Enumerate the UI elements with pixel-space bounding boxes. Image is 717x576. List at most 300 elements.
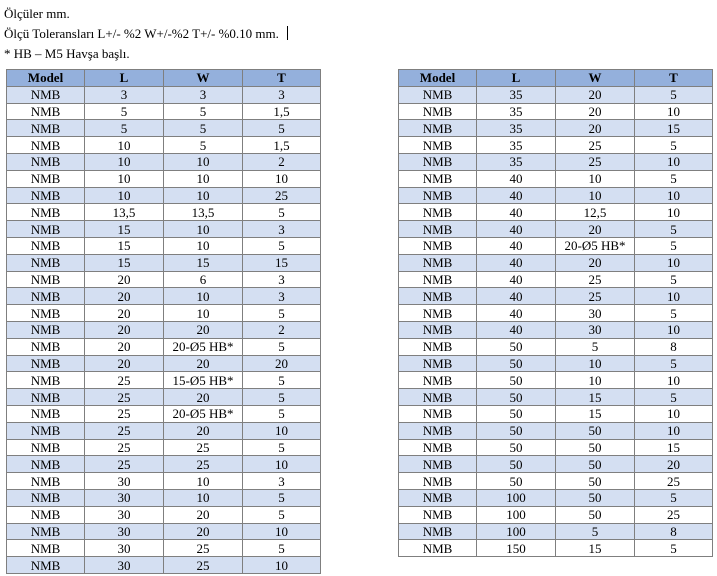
model-cell: NMB — [7, 473, 85, 490]
table-row — [7, 271, 321, 288]
l-cell: 15 — [85, 221, 164, 238]
l-cell: 3 — [85, 86, 164, 103]
w-cell: 3 — [164, 86, 243, 103]
table-row — [399, 254, 713, 271]
tolerance-note-line — [4, 24, 288, 44]
l-cell: 50 — [477, 422, 556, 439]
model-cell: NMB — [399, 389, 477, 406]
table-row — [399, 372, 713, 389]
table-row — [399, 271, 713, 288]
w-cell: 10 — [556, 355, 635, 372]
model-cell: NMB — [399, 153, 477, 170]
l-cell: 40 — [477, 254, 556, 271]
table-row — [7, 540, 321, 557]
table-row — [399, 237, 713, 254]
table-header-row — [7, 70, 321, 87]
t-cell: 2 — [243, 153, 321, 170]
t-cell: 10 — [635, 321, 713, 338]
model-cell: NMB — [399, 271, 477, 288]
l-cell: 40 — [477, 187, 556, 204]
model-cell: NMB — [7, 372, 85, 389]
l-cell: 30 — [85, 523, 164, 540]
t-cell: 5 — [635, 540, 713, 557]
text-cursor — [287, 26, 288, 40]
l-cell: 50 — [477, 473, 556, 490]
w-cell: 10 — [164, 473, 243, 490]
table-row — [399, 540, 713, 557]
model-cell: NMB — [7, 389, 85, 406]
table-row — [7, 187, 321, 204]
table-row — [7, 120, 321, 137]
model-cell: NMB — [399, 221, 477, 238]
w-cell: 20 — [556, 86, 635, 103]
table-row — [7, 557, 321, 574]
t-cell: 10 — [635, 153, 713, 170]
t-cell: 1,5 — [243, 103, 321, 120]
w-cell: 25 — [164, 540, 243, 557]
l-cell: 50 — [477, 405, 556, 422]
column-header-model: Model — [7, 70, 85, 87]
table-row — [399, 321, 713, 338]
table-row — [399, 405, 713, 422]
w-cell: 25 — [164, 557, 243, 574]
w-cell: 20 — [164, 389, 243, 406]
t-cell: 5 — [635, 221, 713, 238]
l-cell: 40 — [477, 288, 556, 305]
model-cell: NMB — [399, 405, 477, 422]
model-cell: NMB — [7, 557, 85, 574]
table-row — [399, 473, 713, 490]
t-cell: 10 — [635, 288, 713, 305]
t-cell: 5 — [243, 439, 321, 456]
model-cell: NMB — [7, 321, 85, 338]
l-cell: 25 — [85, 372, 164, 389]
t-cell: 5 — [243, 389, 321, 406]
l-cell: 30 — [85, 506, 164, 523]
t-cell: 3 — [243, 221, 321, 238]
w-cell: 20-Ø5 HB* — [164, 338, 243, 355]
l-cell: 5 — [85, 103, 164, 120]
table-row — [7, 473, 321, 490]
model-cell: NMB — [399, 103, 477, 120]
w-cell: 30 — [556, 305, 635, 322]
table-row — [399, 456, 713, 473]
l-cell: 35 — [477, 120, 556, 137]
t-cell: 20 — [243, 355, 321, 372]
w-cell: 15 — [556, 405, 635, 422]
t-cell: 10 — [243, 523, 321, 540]
table-row — [399, 153, 713, 170]
t-cell: 25 — [635, 506, 713, 523]
w-cell: 15-Ø5 HB* — [164, 372, 243, 389]
model-cell: NMB — [7, 288, 85, 305]
l-cell: 10 — [85, 153, 164, 170]
l-cell: 13,5 — [85, 204, 164, 221]
size-table-left — [6, 69, 321, 574]
table-row — [399, 439, 713, 456]
w-cell: 10 — [164, 221, 243, 238]
column-header-w: W — [556, 70, 635, 87]
w-cell: 13,5 — [164, 204, 243, 221]
l-cell: 35 — [477, 153, 556, 170]
w-cell: 20-Ø5 HB* — [164, 405, 243, 422]
w-cell: 25 — [556, 153, 635, 170]
table-row — [7, 305, 321, 322]
w-cell: 6 — [164, 271, 243, 288]
w-cell: 5 — [164, 137, 243, 154]
t-cell: 10 — [635, 103, 713, 120]
table-row — [7, 153, 321, 170]
table-row — [399, 338, 713, 355]
w-cell: 50 — [556, 456, 635, 473]
w-cell: 10 — [164, 489, 243, 506]
l-cell: 10 — [85, 187, 164, 204]
t-cell: 5 — [243, 405, 321, 422]
table-row — [7, 103, 321, 120]
w-cell: 20 — [164, 321, 243, 338]
t-cell: 5 — [635, 137, 713, 154]
l-cell: 10 — [85, 137, 164, 154]
w-cell: 10 — [164, 187, 243, 204]
model-cell: NMB — [399, 288, 477, 305]
l-cell: 40 — [477, 221, 556, 238]
model-cell: NMB — [399, 506, 477, 523]
w-cell: 20 — [556, 120, 635, 137]
model-cell: NMB — [7, 86, 85, 103]
l-cell: 40 — [477, 237, 556, 254]
model-cell: NMB — [399, 456, 477, 473]
w-cell: 20 — [164, 355, 243, 372]
w-cell: 5 — [556, 523, 635, 540]
t-cell: 1,5 — [243, 137, 321, 154]
model-cell: NMB — [399, 137, 477, 154]
w-cell: 10 — [556, 170, 635, 187]
t-cell: 3 — [243, 288, 321, 305]
table-row — [7, 456, 321, 473]
l-cell: 50 — [477, 389, 556, 406]
t-cell: 5 — [635, 489, 713, 506]
t-cell: 10 — [243, 557, 321, 574]
w-cell: 20 — [164, 506, 243, 523]
w-cell: 30 — [556, 321, 635, 338]
l-cell: 15 — [85, 254, 164, 271]
l-cell: 25 — [85, 422, 164, 439]
tolerance-note: Ölçü Toleransları L+/- %2 W+/-%2 T+/- %0.10 mm. — [4, 26, 279, 41]
t-cell: 5 — [635, 355, 713, 372]
model-cell: NMB — [7, 506, 85, 523]
w-cell: 25 — [556, 137, 635, 154]
w-cell: 5 — [556, 338, 635, 355]
table-row — [7, 204, 321, 221]
model-cell: NMB — [7, 540, 85, 557]
table-row — [399, 305, 713, 322]
model-cell: NMB — [7, 422, 85, 439]
table-row — [7, 254, 321, 271]
table-row — [399, 523, 713, 540]
t-cell: 5 — [635, 271, 713, 288]
w-cell: 20 — [164, 422, 243, 439]
table-row — [7, 489, 321, 506]
table-row — [7, 137, 321, 154]
t-cell: 10 — [243, 422, 321, 439]
table-row — [399, 187, 713, 204]
model-cell: NMB — [7, 271, 85, 288]
table-row — [399, 170, 713, 187]
t-cell: 3 — [243, 271, 321, 288]
t-cell: 5 — [243, 204, 321, 221]
l-cell: 35 — [477, 86, 556, 103]
model-cell: NMB — [7, 137, 85, 154]
table-row — [7, 321, 321, 338]
t-cell: 5 — [635, 170, 713, 187]
l-cell: 20 — [85, 288, 164, 305]
model-cell: NMB — [399, 305, 477, 322]
table-row — [399, 355, 713, 372]
t-cell: 10 — [635, 422, 713, 439]
model-cell: NMB — [7, 355, 85, 372]
model-cell: NMB — [7, 439, 85, 456]
hb-footnote: * HB – M5 Havşa başlı. — [4, 46, 130, 61]
table-row — [7, 389, 321, 406]
l-cell: 50 — [477, 338, 556, 355]
l-cell: 100 — [477, 489, 556, 506]
w-cell: 5 — [164, 103, 243, 120]
l-cell: 25 — [85, 456, 164, 473]
t-cell: 15 — [635, 120, 713, 137]
t-cell: 8 — [635, 523, 713, 540]
t-cell: 5 — [243, 120, 321, 137]
t-cell: 10 — [635, 204, 713, 221]
t-cell: 10 — [243, 170, 321, 187]
w-cell: 25 — [556, 271, 635, 288]
l-cell: 20 — [85, 305, 164, 322]
w-cell: 20 — [556, 103, 635, 120]
model-cell: NMB — [7, 523, 85, 540]
w-cell: 12,5 — [556, 204, 635, 221]
t-cell: 20 — [635, 456, 713, 473]
t-cell: 8 — [635, 338, 713, 355]
t-cell: 25 — [635, 473, 713, 490]
table-row — [7, 221, 321, 238]
table-row — [7, 439, 321, 456]
table-row — [7, 338, 321, 355]
t-cell: 5 — [635, 389, 713, 406]
l-cell: 40 — [477, 305, 556, 322]
w-cell: 10 — [164, 170, 243, 187]
model-cell: NMB — [399, 473, 477, 490]
notes-block — [4, 4, 288, 64]
model-cell: NMB — [399, 523, 477, 540]
w-cell: 10 — [164, 153, 243, 170]
w-cell: 20-Ø5 HB* — [556, 237, 635, 254]
l-cell: 25 — [85, 439, 164, 456]
t-cell: 5 — [243, 372, 321, 389]
table-row — [399, 137, 713, 154]
w-cell: 10 — [556, 187, 635, 204]
w-cell: 15 — [556, 389, 635, 406]
t-cell: 10 — [635, 187, 713, 204]
model-cell: NMB — [399, 120, 477, 137]
table-row — [7, 372, 321, 389]
l-cell: 40 — [477, 204, 556, 221]
model-cell: NMB — [399, 170, 477, 187]
l-cell: 40 — [477, 170, 556, 187]
l-cell: 30 — [85, 489, 164, 506]
column-header-l: L — [85, 70, 164, 87]
model-cell: NMB — [7, 153, 85, 170]
t-cell: 5 — [243, 237, 321, 254]
w-cell: 15 — [164, 254, 243, 271]
table-row — [399, 221, 713, 238]
l-cell: 30 — [85, 540, 164, 557]
table-row — [399, 489, 713, 506]
model-cell: NMB — [399, 187, 477, 204]
table-row — [7, 170, 321, 187]
l-cell: 50 — [477, 372, 556, 389]
t-cell: 5 — [243, 305, 321, 322]
w-cell: 5 — [164, 120, 243, 137]
w-cell: 15 — [556, 540, 635, 557]
t-cell: 5 — [243, 506, 321, 523]
l-cell: 30 — [85, 473, 164, 490]
model-cell: NMB — [399, 489, 477, 506]
t-cell: 5 — [243, 540, 321, 557]
l-cell: 20 — [85, 271, 164, 288]
w-cell: 10 — [164, 237, 243, 254]
l-cell: 35 — [477, 137, 556, 154]
table-row — [7, 523, 321, 540]
l-cell: 20 — [85, 321, 164, 338]
l-cell: 100 — [477, 506, 556, 523]
size-table-right — [398, 69, 713, 557]
table-row — [399, 120, 713, 137]
model-cell: NMB — [7, 204, 85, 221]
t-cell: 5 — [243, 489, 321, 506]
w-cell: 25 — [556, 288, 635, 305]
table-row — [399, 288, 713, 305]
units-note: Ölçüler mm. — [4, 6, 70, 21]
t-cell: 10 — [243, 456, 321, 473]
table-row — [399, 506, 713, 523]
table-row — [399, 204, 713, 221]
table-row — [7, 288, 321, 305]
model-cell: NMB — [7, 237, 85, 254]
w-cell: 50 — [556, 489, 635, 506]
w-cell: 25 — [164, 456, 243, 473]
table-row — [7, 86, 321, 103]
model-cell: NMB — [7, 221, 85, 238]
w-cell: 10 — [164, 288, 243, 305]
table-row — [7, 405, 321, 422]
column-header-model: Model — [399, 70, 477, 87]
l-cell: 25 — [85, 405, 164, 422]
table-row — [399, 389, 713, 406]
t-cell: 3 — [243, 473, 321, 490]
model-cell: NMB — [399, 86, 477, 103]
model-cell: NMB — [7, 405, 85, 422]
model-cell: NMB — [7, 305, 85, 322]
l-cell: 25 — [85, 389, 164, 406]
table-row — [7, 237, 321, 254]
l-cell: 20 — [85, 338, 164, 355]
table-row — [7, 422, 321, 439]
t-cell: 15 — [243, 254, 321, 271]
t-cell: 10 — [635, 405, 713, 422]
w-cell: 10 — [164, 305, 243, 322]
w-cell: 25 — [164, 439, 243, 456]
table-header-row — [399, 70, 713, 87]
model-cell: NMB — [399, 204, 477, 221]
t-cell: 3 — [243, 86, 321, 103]
model-cell: NMB — [399, 355, 477, 372]
t-cell: 5 — [635, 86, 713, 103]
t-cell: 5 — [635, 237, 713, 254]
w-cell: 50 — [556, 422, 635, 439]
model-cell: NMB — [7, 338, 85, 355]
w-cell: 50 — [556, 473, 635, 490]
t-cell: 5 — [635, 305, 713, 322]
model-cell: NMB — [399, 321, 477, 338]
l-cell: 40 — [477, 271, 556, 288]
l-cell: 150 — [477, 540, 556, 557]
model-cell: NMB — [399, 254, 477, 271]
model-cell: NMB — [7, 187, 85, 204]
table-row — [399, 86, 713, 103]
l-cell: 50 — [477, 355, 556, 372]
model-cell: NMB — [399, 439, 477, 456]
column-header-t: T — [243, 70, 321, 87]
model-cell: NMB — [7, 170, 85, 187]
l-cell: 15 — [85, 237, 164, 254]
w-cell: 50 — [556, 506, 635, 523]
model-cell: NMB — [7, 456, 85, 473]
t-cell: 25 — [243, 187, 321, 204]
l-cell: 40 — [477, 321, 556, 338]
l-cell: 20 — [85, 355, 164, 372]
model-cell: NMB — [7, 254, 85, 271]
t-cell: 2 — [243, 321, 321, 338]
table-row — [7, 506, 321, 523]
table-row — [7, 355, 321, 372]
w-cell: 10 — [556, 372, 635, 389]
column-header-w: W — [164, 70, 243, 87]
l-cell: 30 — [85, 557, 164, 574]
model-cell: NMB — [7, 103, 85, 120]
model-cell: NMB — [399, 540, 477, 557]
t-cell: 5 — [243, 338, 321, 355]
table-row — [399, 422, 713, 439]
l-cell: 50 — [477, 439, 556, 456]
w-cell: 20 — [556, 221, 635, 238]
w-cell: 50 — [556, 439, 635, 456]
w-cell: 20 — [556, 254, 635, 271]
column-header-t: T — [635, 70, 713, 87]
model-cell: NMB — [7, 120, 85, 137]
model-cell: NMB — [399, 372, 477, 389]
t-cell: 15 — [635, 439, 713, 456]
l-cell: 50 — [477, 456, 556, 473]
model-cell: NMB — [399, 237, 477, 254]
l-cell: 100 — [477, 523, 556, 540]
l-cell: 35 — [477, 103, 556, 120]
l-cell: 10 — [85, 170, 164, 187]
model-cell: NMB — [399, 338, 477, 355]
l-cell: 5 — [85, 120, 164, 137]
t-cell: 10 — [635, 372, 713, 389]
table-row — [399, 103, 713, 120]
model-cell: NMB — [7, 489, 85, 506]
w-cell: 20 — [164, 523, 243, 540]
